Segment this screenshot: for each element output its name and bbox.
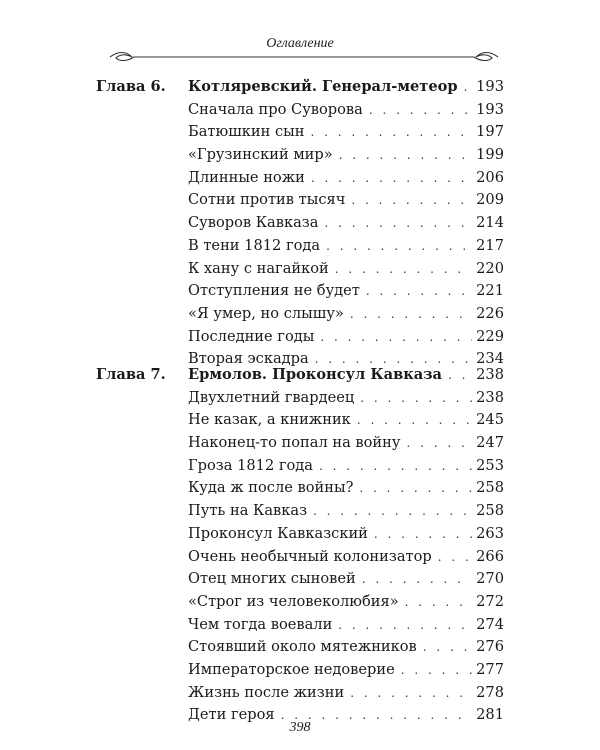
section-title: Императорское недоверие — [188, 660, 395, 678]
dot-leader — [401, 663, 472, 677]
section-title: Чем тогда воевали — [188, 615, 333, 633]
page-number: 193 — [476, 78, 504, 95]
dot-leader — [339, 148, 472, 162]
section-title: Вторая эскадра — [188, 350, 309, 368]
toc-entry[interactable] — [96, 237, 504, 260]
dot-leader — [350, 686, 472, 700]
page-number: 270 — [476, 570, 504, 588]
chapter-title: Ермолов. Проконсул Кавказа — [188, 366, 442, 383]
dot-leader — [324, 216, 472, 230]
page-number: 214 — [476, 214, 504, 232]
toc-entry[interactable] — [96, 191, 504, 214]
section-title: Последние годы — [188, 327, 315, 345]
chapter-label: Глава 7. — [96, 366, 166, 383]
page-number: 263 — [476, 524, 504, 542]
dot-leader — [320, 330, 472, 344]
page-number: 238 — [476, 366, 504, 383]
page-number: 193 — [476, 100, 504, 118]
page-number: 272 — [476, 592, 504, 610]
toc-entry[interactable] — [96, 101, 504, 124]
toc-entry[interactable] — [96, 661, 504, 684]
toc-entry[interactable] — [96, 525, 504, 548]
toc-entry[interactable] — [96, 389, 504, 412]
page-number: 206 — [476, 168, 504, 186]
page-number: 245 — [476, 411, 504, 429]
chapter-title: Котляревский. Генерал-метеор — [188, 78, 458, 95]
toc-entry[interactable] — [96, 684, 504, 707]
folio-page-number: 398 — [289, 720, 311, 735]
section-title: Длинные ножи — [188, 168, 305, 186]
dot-leader — [315, 352, 472, 366]
section-title: К хану с нагайкой — [188, 259, 329, 277]
dot-leader — [350, 307, 472, 321]
running-head: Оглавление — [266, 36, 334, 51]
section-title: Двухлетний гвардеец — [188, 388, 355, 406]
dot-leader — [406, 436, 472, 450]
toc-entry[interactable] — [96, 548, 504, 571]
dot-leader — [448, 368, 472, 382]
page-number: 226 — [476, 304, 504, 322]
page-number: 277 — [476, 660, 504, 678]
chapter-heading[interactable] — [96, 78, 504, 101]
toc-entry[interactable] — [96, 616, 504, 639]
dot-leader — [311, 171, 472, 185]
dot-leader — [438, 550, 472, 564]
section-title: «Строг из человеколюбия» — [188, 592, 399, 610]
toc-entry[interactable] — [96, 146, 504, 169]
toc-entry[interactable] — [96, 479, 504, 502]
dot-leader — [326, 239, 472, 253]
page-number: 199 — [476, 146, 504, 164]
dot-leader — [335, 262, 472, 276]
chapter-6 — [96, 78, 504, 373]
page-number: 274 — [476, 615, 504, 633]
page-number: 276 — [476, 638, 504, 656]
dot-leader — [423, 640, 472, 654]
chapter-label: Глава 6. — [96, 78, 166, 95]
dot-leader — [313, 504, 472, 518]
page-number: 278 — [476, 683, 504, 701]
section-title: Батюшкин сын — [188, 123, 305, 141]
dot-leader — [374, 527, 472, 541]
section-title: Очень необычный колонизатор — [188, 547, 432, 565]
dot-leader — [366, 284, 472, 298]
page-number: 247 — [476, 434, 504, 452]
section-title: Гроза 1812 года — [188, 456, 313, 474]
toc-entry[interactable] — [96, 411, 504, 434]
toc-entry[interactable] — [96, 593, 504, 616]
section-title: «Я умер, но слышу» — [188, 304, 344, 322]
section-title: Куда ж после войны? — [188, 479, 354, 497]
toc-entry[interactable] — [96, 638, 504, 661]
section-title: «Грузинский мир» — [188, 146, 333, 164]
dot-leader — [338, 618, 472, 632]
toc-entry[interactable] — [96, 328, 504, 351]
toc-entry[interactable] — [96, 169, 504, 192]
toc-entry[interactable] — [96, 434, 504, 457]
section-title: Суворов Кавказа — [188, 214, 319, 232]
dot-leader — [362, 572, 472, 586]
page-number: 253 — [476, 456, 504, 474]
dot-leader — [464, 80, 472, 94]
toc-entry[interactable] — [96, 457, 504, 480]
dot-leader — [319, 459, 472, 473]
dot-leader — [359, 481, 472, 495]
section-title: Сотни против тысяч — [188, 191, 346, 209]
dot-leader — [351, 193, 472, 207]
page-number: 258 — [476, 502, 504, 520]
chapter-heading[interactable] — [96, 366, 504, 389]
page-number: 209 — [476, 191, 504, 209]
section-title: Сначала про Суворова — [188, 100, 363, 118]
section-title: Проконсул Кавказский — [188, 524, 368, 542]
section-title: Путь на Кавказ — [188, 502, 308, 520]
section-title: Дети героя — [188, 706, 275, 724]
section-title: Отец многих сыновей — [188, 570, 356, 588]
toc-entry[interactable] — [96, 570, 504, 593]
page-number: 217 — [476, 236, 504, 254]
section-title: В тени 1812 года — [188, 236, 321, 254]
page-number: 197 — [476, 123, 504, 141]
page-number: 281 — [476, 706, 504, 724]
page-number: 234 — [476, 350, 504, 368]
toc-entry[interactable] — [96, 123, 504, 146]
page-number: 229 — [476, 327, 504, 345]
toc-entry[interactable] — [96, 260, 504, 283]
section-title: Стоявший около мятежников — [188, 638, 417, 656]
dot-leader — [369, 103, 472, 117]
page-number: 238 — [476, 388, 504, 406]
chapter-7 — [96, 366, 504, 729]
dot-leader — [357, 413, 472, 427]
section-title: Отступления не будет — [188, 282, 360, 300]
toc-entry[interactable] — [96, 502, 504, 525]
dot-leader — [311, 125, 472, 139]
toc-entry[interactable] — [96, 214, 504, 237]
toc-entry[interactable] — [96, 282, 504, 305]
ornament-divider-icon — [108, 50, 500, 64]
toc-entry[interactable] — [96, 305, 504, 328]
page-number: 258 — [476, 479, 504, 497]
dot-leader — [360, 391, 472, 405]
section-title: Жизнь после жизни — [188, 683, 345, 701]
page-number: 221 — [476, 282, 504, 300]
page-number: 220 — [476, 259, 504, 277]
section-title: Наконец-то попал на войну — [188, 434, 401, 452]
page-number: 266 — [476, 547, 504, 565]
section-title: Не казак, а книжник — [188, 411, 351, 429]
dot-leader — [405, 595, 472, 609]
